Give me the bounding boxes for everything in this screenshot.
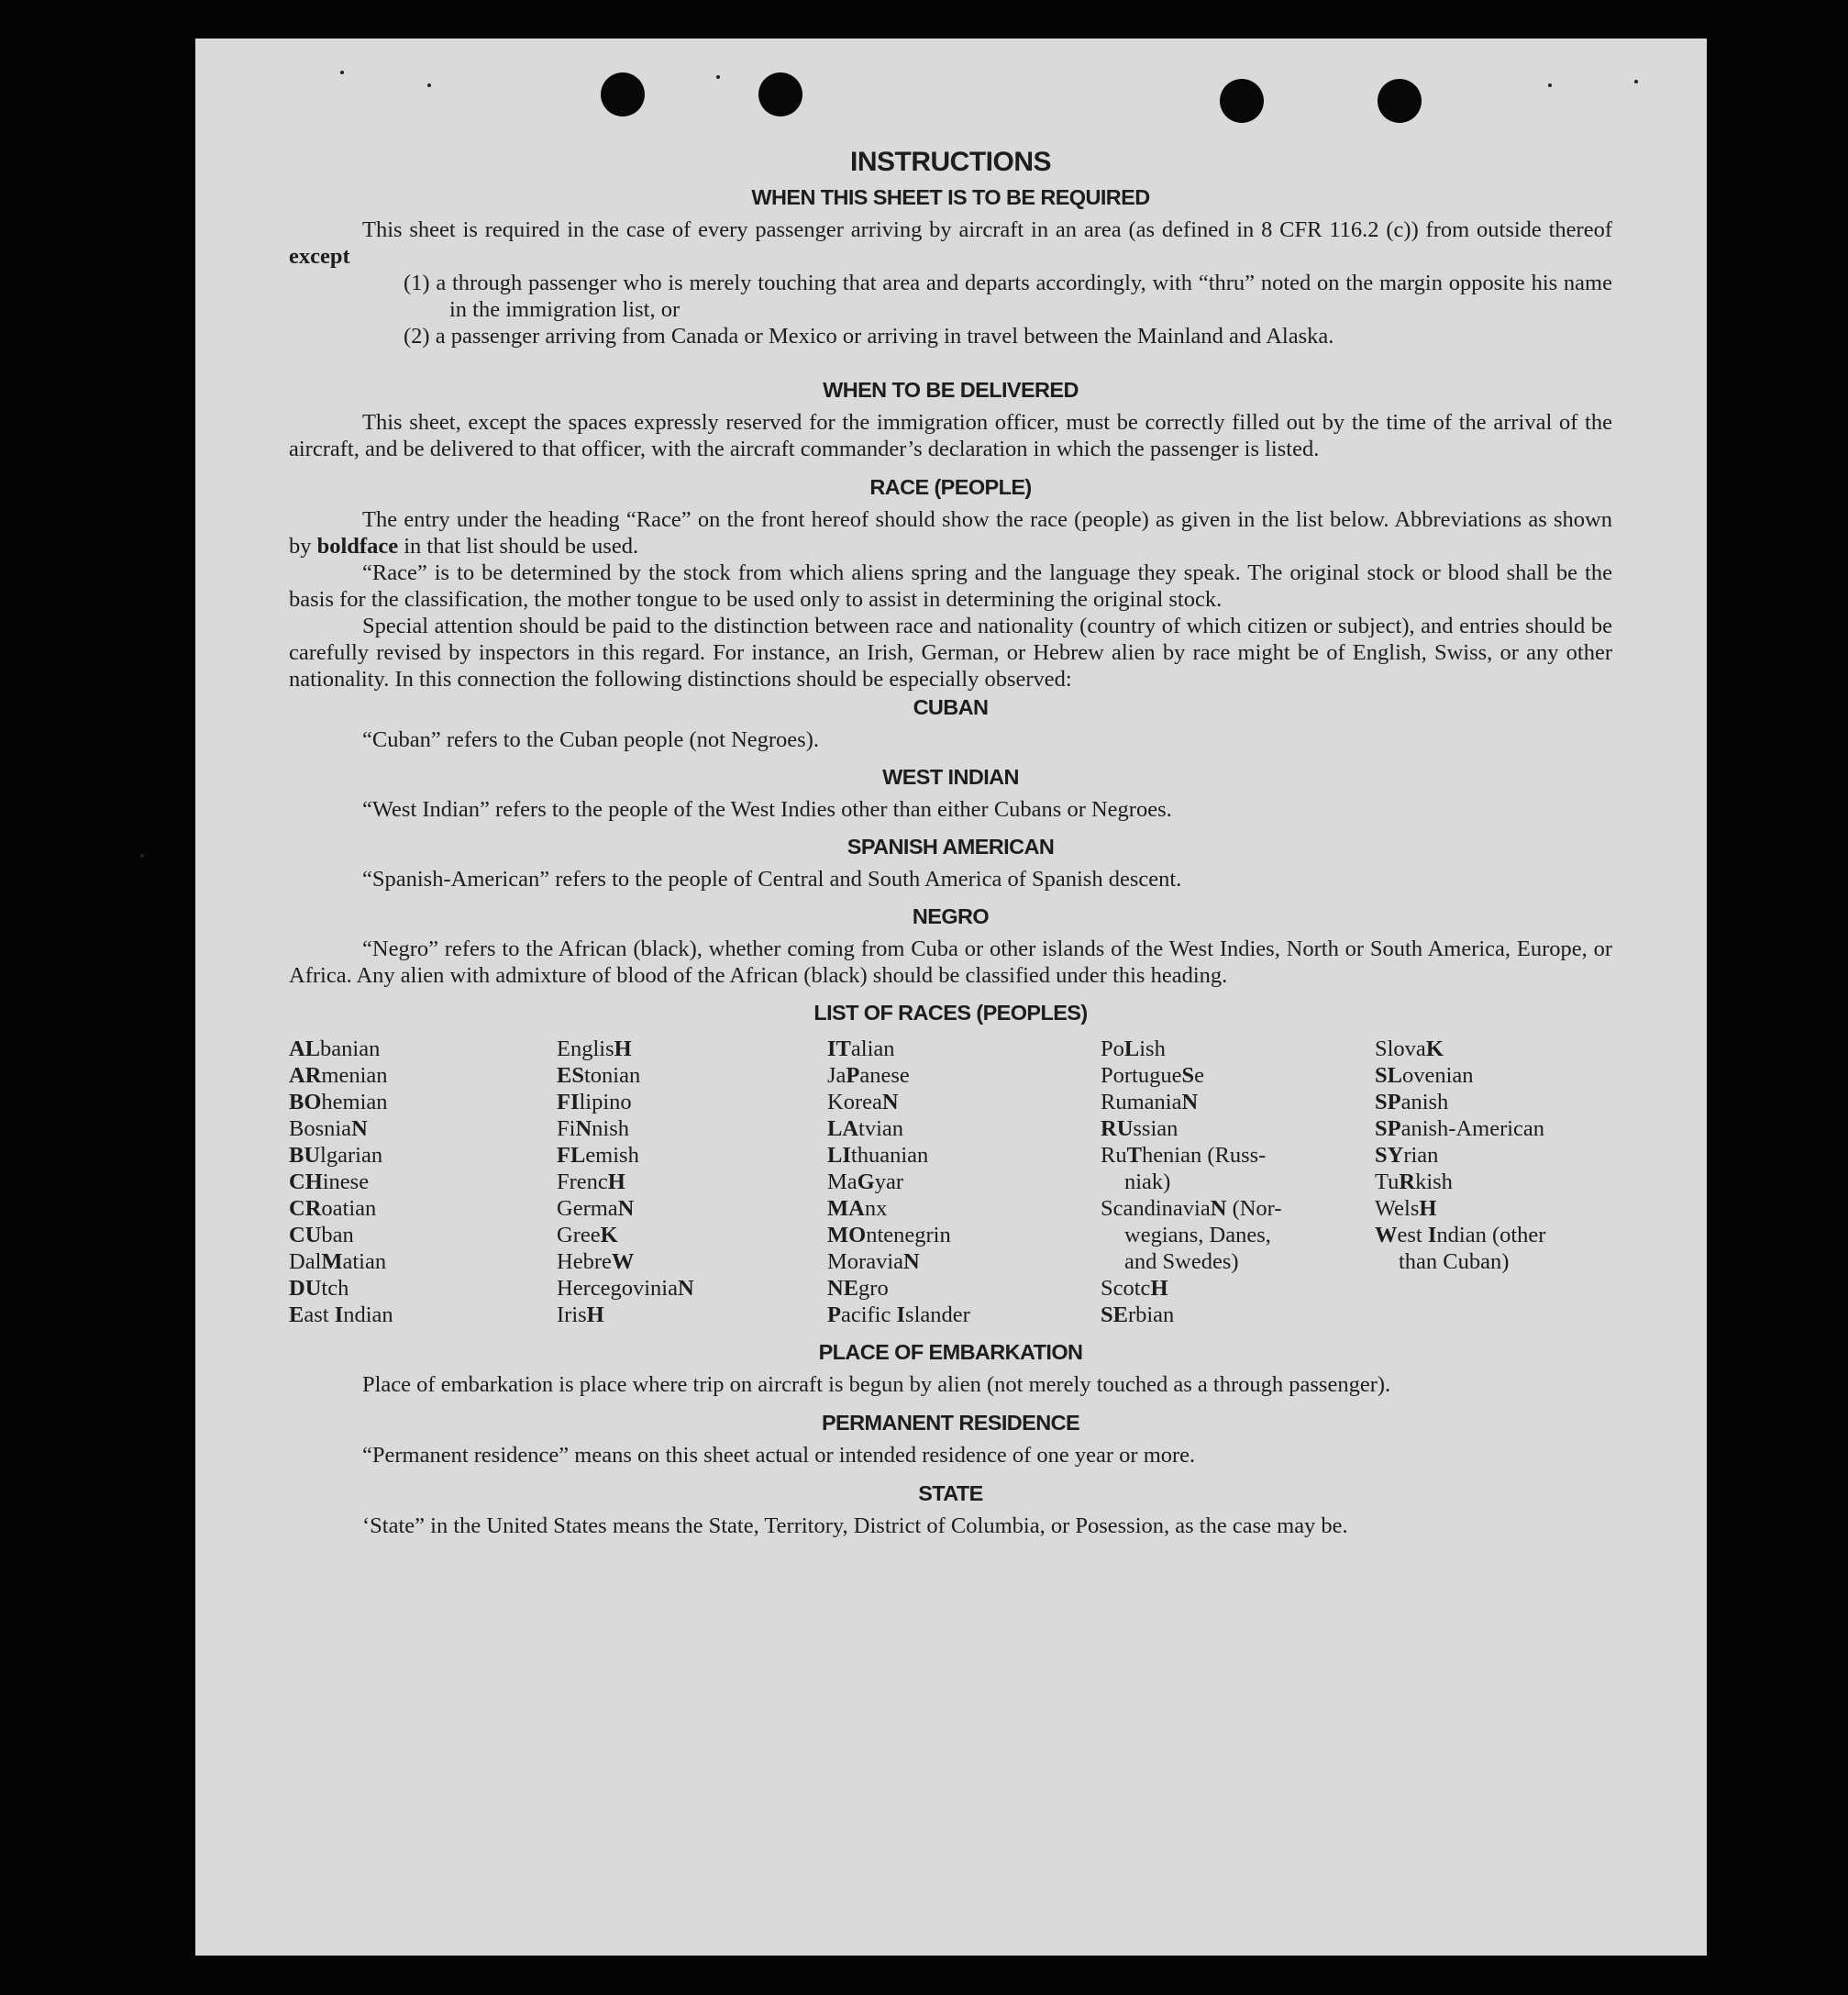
speck-mark xyxy=(427,83,431,87)
speck-mark xyxy=(140,854,144,858)
race-entry: FIlipino xyxy=(557,1090,632,1114)
punch-hole xyxy=(601,72,645,116)
race-entry: East Indian xyxy=(289,1302,393,1327)
race-entry: DalMatian xyxy=(289,1249,387,1274)
punch-hole xyxy=(758,72,802,116)
west-indian-text: “West Indian” refers to the people of the West Indies other than either Cubans or Negroes. xyxy=(362,797,1172,822)
race-entry: DUtch xyxy=(289,1276,349,1301)
race-entry: ARmenian xyxy=(289,1063,388,1088)
race-entry: BUlgarian xyxy=(289,1143,383,1168)
speck-mark xyxy=(1634,80,1638,83)
race-entry: RUssian xyxy=(1101,1116,1179,1141)
instructions-body xyxy=(289,149,1612,1539)
race-entry: KoreaN xyxy=(827,1090,899,1114)
race-entry: niak) xyxy=(1124,1169,1171,1194)
race-entry: WelsH xyxy=(1375,1196,1437,1221)
race-entry: RuThenian (Russ- xyxy=(1101,1143,1267,1168)
race-entry: IrisH xyxy=(557,1302,604,1327)
race-entry: SErbian xyxy=(1101,1302,1175,1327)
race-entry: CHinese xyxy=(289,1169,370,1194)
race-entry: ITalian xyxy=(827,1036,895,1061)
race-entry: HercegoviniaN xyxy=(557,1276,694,1301)
races-column xyxy=(1101,1036,1375,1328)
race-entry: BOhemian xyxy=(289,1090,388,1114)
race-entry: EStonian xyxy=(557,1063,641,1088)
race-entry: LAtvian xyxy=(827,1116,904,1141)
race-entry: MAnx xyxy=(827,1196,888,1221)
required-intro: This sheet is required in the case of every passenger arriving by aircraft in an area (as defined in 8 CFR 116.2 (c)) from outside thereof except xyxy=(289,217,1612,269)
delivered-text: This sheet, except the spaces expressly reserved for the immigration officer, must be correctly filled out by the time of the arrival of the aircraft, and be delivered to that officer, with the aircraft commander’s declaration in which the passenger is listed. xyxy=(289,410,1612,461)
race-entry: SYrian xyxy=(1375,1143,1439,1168)
section-heading-spanish-american: SPANISH AMERICAN xyxy=(847,835,1055,859)
section-heading-races-list: LIST OF RACES (PEOPLES) xyxy=(813,1001,1088,1025)
race-entry: CRoatian xyxy=(289,1196,377,1221)
race-entry: EnglisH xyxy=(557,1036,632,1061)
race-entry: MaGyar xyxy=(827,1169,904,1194)
race-entry: ScotcH xyxy=(1101,1276,1168,1301)
race-entry: BosniaN xyxy=(289,1116,368,1141)
race-entry: JaPanese xyxy=(827,1063,910,1088)
document-sheet xyxy=(195,39,1707,1956)
races-list xyxy=(289,1036,1612,1328)
section-heading-negro: NEGRO xyxy=(912,904,990,928)
punch-hole xyxy=(1378,79,1422,123)
section-heading-state: STATE xyxy=(918,1481,983,1505)
race-entry: TuRkish xyxy=(1375,1169,1453,1194)
race-entry: SPanish-American xyxy=(1375,1116,1545,1141)
speck-mark xyxy=(340,71,344,74)
required-item-2: (2) a passenger arriving from Canada or Mexico or arriving in travel between the Mainland and Alaska. xyxy=(404,324,1334,349)
section-heading-required: WHEN THIS SHEET IS TO BE REQUIRED xyxy=(751,185,1150,209)
section-heading-race: RACE (PEOPLE) xyxy=(869,475,1032,499)
section-heading-embarkation: PLACE OF EMBARKATION xyxy=(818,1340,1083,1364)
race-entry: GermaN xyxy=(557,1196,635,1221)
race-entry: NEgro xyxy=(827,1276,889,1301)
race-entry: wegians, Danes, xyxy=(1124,1223,1271,1247)
embarkation-text: Place of embarkation is place where trip on aircraft is begun by alien (not merely touched as a through passenger). xyxy=(362,1372,1391,1397)
required-item-1: (1) a through passenger who is merely touching that area and departs accordingly, with “thru” noted on the margin opposite his name in the immigration list, or xyxy=(404,271,1612,322)
race-entry: MoraviaN xyxy=(827,1249,920,1274)
speck-mark xyxy=(1548,83,1552,87)
race-entry: RumaniaN xyxy=(1101,1090,1199,1114)
race-entry: SPanish xyxy=(1375,1090,1449,1114)
race-entry: ScandinaviaN (Nor- xyxy=(1101,1196,1282,1221)
section-heading-cuban: CUBAN xyxy=(913,695,989,719)
section-heading-west-indian: WEST INDIAN xyxy=(882,765,1019,789)
negro-text: “Negro” refers to the African (black), whether coming from Cuba or other islands of the West Indies, North or South America, Europe, or Africa. Any alien with admixture of blood of the African (black) should be classified under this heading. xyxy=(289,937,1612,988)
race-entry: than Cuban) xyxy=(1399,1249,1510,1274)
race-entry: FrencH xyxy=(557,1169,625,1194)
race-entry: LIthuanian xyxy=(827,1143,929,1168)
race-entry: FiNnish xyxy=(557,1116,629,1141)
race-entry: HebreW xyxy=(557,1249,635,1274)
race-entry: FLemish xyxy=(557,1143,639,1168)
race-entry: Pacific Islander xyxy=(827,1302,970,1327)
races-column xyxy=(289,1036,557,1328)
state-text: ‘State” in the United States means the State, Territory, District of Columbia, or Posession, as the case may be. xyxy=(362,1513,1348,1538)
section-heading-delivered: WHEN TO BE DELIVERED xyxy=(823,378,1079,402)
residence-text: “Permanent residence” means on this sheet actual or intended residence of one year or more. xyxy=(362,1443,1196,1468)
cuban-text: “Cuban” refers to the Cuban people (not Negroes). xyxy=(362,727,819,752)
page-title: INSTRUCTIONS xyxy=(850,147,1051,177)
race-entry: PoLish xyxy=(1101,1036,1166,1061)
races-column xyxy=(827,1036,1101,1328)
race-entry: and Swedes) xyxy=(1124,1249,1239,1274)
speck-mark xyxy=(716,75,720,79)
race-entry: West Indian (other xyxy=(1375,1223,1546,1247)
race-entry: GreeK xyxy=(557,1223,618,1247)
race-entry: MOntenegrin xyxy=(827,1223,951,1247)
race-entry: PortugueSe xyxy=(1101,1063,1204,1088)
race-paragraph-1: The entry under the heading “Race” on the front hereof should show the race (people) as given in the list below. Abbreviations as shown by boldface in that list should be used. xyxy=(289,507,1612,559)
race-entry: ALbanian xyxy=(289,1036,381,1061)
race-entry: SlovaK xyxy=(1375,1036,1444,1061)
punch-hole xyxy=(1220,79,1264,123)
spanish-american-text: “Spanish-American” refers to the people of Central and South America of Spanish descent. xyxy=(362,867,1182,892)
races-column xyxy=(1375,1036,1612,1328)
section-heading-residence: PERMANENT RESIDENCE xyxy=(821,1411,1080,1435)
races-column xyxy=(557,1036,827,1328)
race-entry: CUban xyxy=(289,1223,354,1247)
race-paragraph-3: Special attention should be paid to the distinction between race and nationality (country of which citizen or subject), and entries should be carefully revised by inspectors in this regard. For instance, an Irish, German, or Hebrew alien by race might be of English, Swiss, or any other nationality. In this connection the following distinctions should be especially observed: xyxy=(289,614,1612,692)
race-entry: SLovenian xyxy=(1375,1063,1474,1088)
race-paragraph-2: “Race” is to be determined by the stock from which aliens spring and the language they speak. The original stock or blood shall be the basis for the classification, the mother tongue to be used only to assist in determining the original stock. xyxy=(289,560,1612,612)
